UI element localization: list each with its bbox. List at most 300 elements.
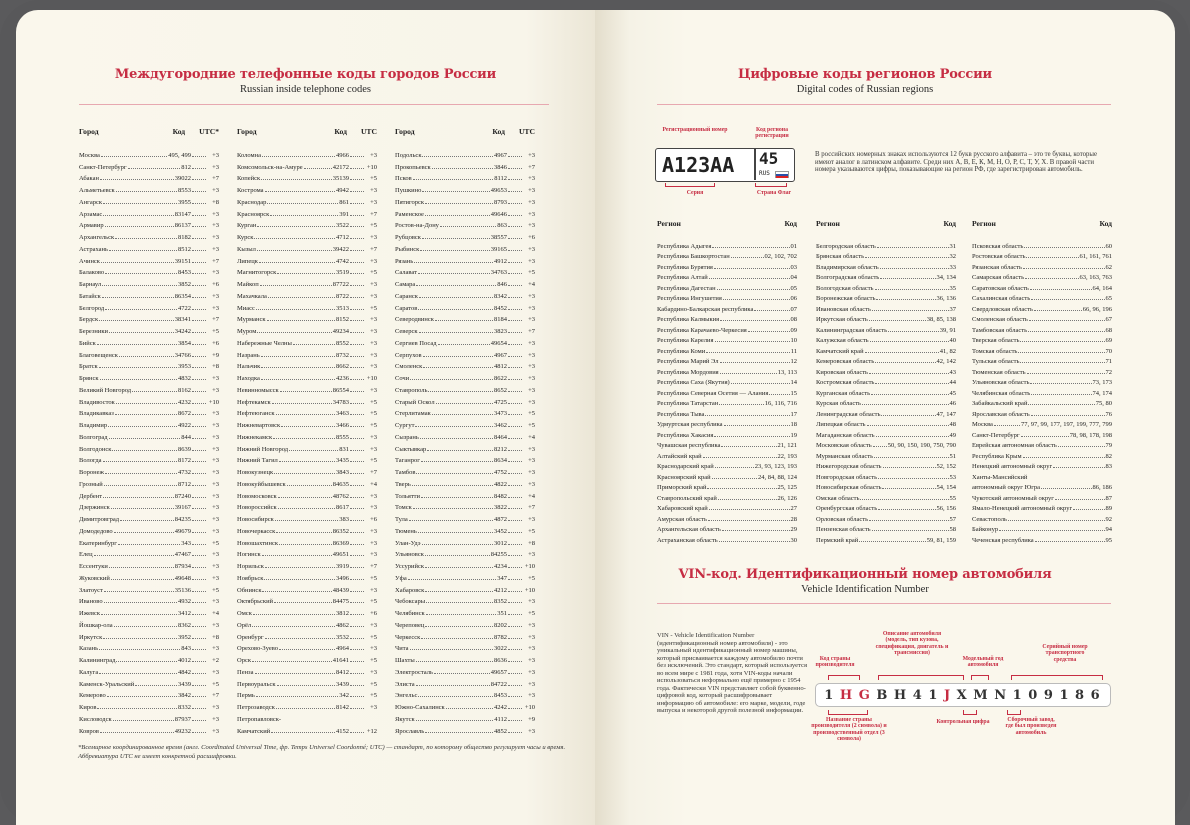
dot-leader <box>256 696 338 697</box>
dot-leader <box>281 426 335 427</box>
city-row <box>79 629 219 641</box>
plate-region: 45 <box>759 149 779 168</box>
dot-leader <box>508 391 522 392</box>
city-row <box>237 711 377 723</box>
dot-leader <box>410 649 493 650</box>
city-code: 87937 <box>174 715 191 723</box>
city-code: 39165 <box>490 245 507 253</box>
city-code: 38557 <box>490 234 507 241</box>
dot-leader <box>426 602 493 603</box>
dot-leader <box>408 579 497 580</box>
city-code: 4725 <box>494 398 507 406</box>
region-code: 27 <box>790 505 797 512</box>
city-name: Ноябрьск <box>237 574 264 582</box>
city-code: 4232 <box>178 398 191 406</box>
region-row <box>816 407 956 418</box>
dot-leader <box>508 320 522 321</box>
dot-leader <box>192 732 206 733</box>
city-name: Таганрог <box>395 457 420 465</box>
city-row <box>395 652 535 664</box>
dot-leader <box>508 215 522 216</box>
utc-offset: +3 <box>212 445 219 453</box>
region-name: Республика Бурятия <box>657 263 713 271</box>
dot-leader <box>112 450 177 451</box>
dot-leader <box>192 485 206 486</box>
city-name: Ставрополь <box>395 386 428 394</box>
dot-leader <box>712 478 757 479</box>
city-name: Подольск <box>395 151 422 159</box>
utc-offset: +5 <box>370 175 377 183</box>
region-name: Ханты-Мансийский <box>972 473 1028 481</box>
utc-offset: +7 <box>370 245 377 253</box>
city-code: 3439 <box>178 680 191 688</box>
city-name: Альметьевск <box>79 187 115 194</box>
city-code: 8453 <box>178 269 191 277</box>
city-code: 3919 <box>336 563 349 570</box>
city-code: 351 <box>497 610 507 617</box>
dot-leader <box>102 285 177 286</box>
dot-leader <box>192 273 206 274</box>
region-row <box>816 439 956 450</box>
city-code: 4242 <box>494 704 507 711</box>
city-code: 3466 <box>336 422 349 429</box>
region-name: Вологодская область <box>816 284 874 292</box>
region-name: Чеченская республика <box>972 536 1034 544</box>
city-code: 39022 <box>174 175 191 183</box>
utc-offset: +7 <box>370 210 377 218</box>
utc-offset: +3 <box>212 234 219 241</box>
region-row <box>816 470 956 481</box>
city-row <box>237 206 377 218</box>
city-row <box>79 241 219 253</box>
city-row <box>237 253 377 265</box>
region-code: 53 <box>949 473 956 481</box>
city-name: Красноярск <box>237 210 270 218</box>
utc-offset: +3 <box>212 210 219 218</box>
city-name: Нижневартовск <box>237 422 281 429</box>
city-name: Новомосковск <box>237 492 277 500</box>
city-row <box>395 441 535 453</box>
dot-leader <box>420 250 489 251</box>
city-name: Стерлитамак <box>395 410 431 418</box>
region-name: Кабардино-Балкарская республика <box>657 305 754 313</box>
region-name: Липецкая область <box>816 421 866 428</box>
city-name: Казань <box>79 645 99 653</box>
utc-offset: +3 <box>212 386 219 394</box>
region-code: 56, 156 <box>936 505 956 512</box>
city-code: 8793 <box>494 198 507 206</box>
dot-leader <box>1021 436 1069 437</box>
dot-leader <box>869 320 926 321</box>
dot-leader <box>434 673 490 674</box>
city-code: 49646 <box>490 210 507 218</box>
city-name: Ульяновск <box>395 551 424 559</box>
city-name: Сызрань <box>395 433 419 441</box>
city-code: 4732 <box>178 469 191 476</box>
city-name: Якутск <box>395 715 415 723</box>
city-name: Камчатский <box>237 727 271 735</box>
dot-leader <box>410 379 493 380</box>
city-name: Кострома <box>237 187 264 194</box>
dot-leader <box>508 696 522 697</box>
plate-number: А123АА <box>662 153 735 177</box>
utc-offset: +3 <box>212 269 219 277</box>
city-code: 86352 <box>332 527 349 535</box>
dot-leader <box>1023 457 1105 458</box>
dot-leader <box>872 530 949 531</box>
city-name: Орёл <box>237 621 252 629</box>
dot-leader <box>115 414 177 415</box>
region-row <box>972 365 1112 376</box>
city-code: 49651 <box>332 551 349 559</box>
city-row <box>237 300 377 312</box>
utc-offset: +3 <box>370 645 377 653</box>
vin-char: 4 <box>912 687 924 703</box>
header-city: Город <box>237 127 257 136</box>
utc-offset: +3 <box>212 375 219 382</box>
city-row <box>79 523 219 535</box>
dot-leader <box>350 344 364 345</box>
city-code: 4234 <box>494 563 507 570</box>
region-name: Курская область <box>816 400 862 407</box>
vin-label-desc: Описание автомобиля (модель, тип кузова, спецификация, двигатель и трансмиссия) <box>875 631 949 657</box>
dot-leader <box>350 403 364 404</box>
city-name: Уфа <box>395 574 407 582</box>
dot-leader <box>508 685 522 686</box>
dot-leader <box>105 226 174 227</box>
region-row <box>657 523 797 534</box>
region-row <box>972 386 1112 397</box>
header-codes <box>173 127 219 147</box>
city-code: 8172 <box>178 457 191 465</box>
dot-leader <box>256 309 335 310</box>
city-name: Сыктывкар <box>395 445 427 453</box>
utc-offset: +3 <box>528 316 535 324</box>
city-code: 4842 <box>178 668 191 676</box>
utc-offset: +7 <box>528 504 535 512</box>
city-row <box>395 535 535 547</box>
region-code: 76 <box>1105 410 1112 418</box>
region-code: 71 <box>1105 358 1112 365</box>
dot-leader <box>192 238 206 239</box>
utc-offset: +3 <box>528 386 535 394</box>
region-code: 43 <box>949 368 956 376</box>
utc-offset: +7 <box>370 469 377 476</box>
dot-leader <box>1024 247 1104 248</box>
vin-bracket-serial <box>1011 675 1103 680</box>
region-name: Республика Коми <box>657 347 706 355</box>
region-row <box>972 355 1112 366</box>
region-code: 28 <box>790 515 797 523</box>
region-row <box>816 491 956 502</box>
dot-leader <box>94 555 174 556</box>
region-row <box>972 376 1112 387</box>
utc-offset: +4 <box>370 480 377 488</box>
utc-offset: +5 <box>528 574 535 582</box>
city-name: Энгельс <box>395 692 418 700</box>
dot-leader <box>1028 404 1094 405</box>
dot-leader <box>508 508 522 509</box>
region-code: 45 <box>949 389 956 397</box>
region-code: 60 <box>1105 242 1112 250</box>
region-name: Воронежская область <box>816 295 876 302</box>
vin-char: N <box>994 687 1009 703</box>
city-row <box>237 218 377 230</box>
dot-leader <box>273 438 335 439</box>
region-name: Республика Ингушетия <box>657 295 722 302</box>
city-name: Пенза <box>237 668 254 676</box>
vin-code-box <box>815 683 1111 707</box>
city-row <box>395 699 535 711</box>
city-code: 3955 <box>178 198 191 206</box>
dot-leader <box>128 168 181 169</box>
vin-label-plant: Сборочный завод, где был произведен автомобиль <box>1005 717 1057 736</box>
dot-leader <box>192 191 206 192</box>
region-code: 40 <box>949 337 956 344</box>
utc-offset: +3 <box>212 457 219 465</box>
region-name: Тверская область <box>972 337 1020 344</box>
region-code: 52, 152 <box>936 463 956 470</box>
city-row <box>237 265 377 277</box>
region-name: Белгородская область <box>816 242 876 250</box>
region-row <box>816 397 956 408</box>
dot-leader <box>120 520 174 521</box>
region-name: Республика Башкортостан <box>657 253 730 260</box>
dot-leader <box>1025 278 1078 279</box>
dot-leader <box>192 320 206 321</box>
dot-leader <box>111 508 174 509</box>
region-code: 38, 85, 138 <box>926 316 956 323</box>
dot-leader <box>870 341 949 342</box>
city-code: 84475 <box>332 598 349 606</box>
utc-offset: +3 <box>370 187 377 194</box>
city-row <box>79 676 219 688</box>
city-code: 3812 <box>336 610 349 617</box>
region-name: Хабаровский край <box>657 505 708 512</box>
dot-leader <box>192 297 206 298</box>
dot-leader <box>192 626 206 627</box>
city-row <box>79 147 219 159</box>
dot-leader <box>350 696 364 697</box>
city-code: 4012 <box>178 657 191 664</box>
city-code: 863 <box>497 222 507 230</box>
header-utc: UTC <box>518 127 535 136</box>
city-name: Владикавказ <box>79 410 114 418</box>
dot-leader <box>425 626 493 627</box>
city-row <box>79 323 219 335</box>
dot-leader <box>105 309 177 310</box>
city-row <box>79 171 219 183</box>
utc-offset: +3 <box>212 245 219 253</box>
city-code: 8212 <box>494 445 507 453</box>
utc-offset: +5 <box>370 598 377 606</box>
city-code: 8453 <box>494 692 507 700</box>
dot-leader <box>508 191 522 192</box>
city-name: Дзержинск <box>79 504 110 512</box>
dot-leader <box>425 555 490 556</box>
city-row <box>395 241 535 253</box>
city-row <box>395 359 535 371</box>
header-code: Код <box>784 219 797 228</box>
city-row <box>79 159 219 171</box>
dot-leader <box>427 450 493 451</box>
plate-label-series: Серия <box>686 190 704 196</box>
utc-offset: +3 <box>212 563 219 570</box>
region-row <box>972 271 1112 282</box>
utc-offset: +3 <box>370 386 377 394</box>
city-code: 34763 <box>490 269 507 277</box>
dot-leader <box>508 438 522 439</box>
dot-leader <box>508 520 522 521</box>
city-row <box>237 652 377 664</box>
dot-leader <box>883 467 936 468</box>
city-row <box>237 347 377 359</box>
city-name: Благовещенск <box>79 351 118 359</box>
dot-leader <box>132 391 177 392</box>
region-row <box>657 491 797 502</box>
dot-leader <box>111 579 174 580</box>
city-row <box>79 500 219 512</box>
utc-offset: +3 <box>528 457 535 465</box>
city-row <box>237 688 377 700</box>
region-codes-subtitle: Digital codes of Russian regions <box>796 84 934 95</box>
dot-leader <box>425 215 490 216</box>
city-row <box>237 159 377 171</box>
city-code: 49648 <box>174 574 191 582</box>
header-code: Код <box>1099 219 1112 228</box>
dot-leader <box>192 497 206 498</box>
region-name: Тамбовская область <box>972 326 1028 334</box>
city-row <box>79 547 219 559</box>
utc-offset: +3 <box>212 621 219 629</box>
vin-char: H <box>839 687 855 703</box>
utc-offset: +6 <box>370 610 377 617</box>
region-row <box>657 281 797 292</box>
city-code: 8636 <box>494 657 507 664</box>
city-row <box>79 535 219 547</box>
city-code: 8639 <box>178 445 191 453</box>
city-name: Ковров <box>79 727 99 735</box>
dot-leader <box>508 403 522 404</box>
dot-leader <box>418 273 490 274</box>
city-name: Прокопьевск <box>395 163 431 171</box>
utc-offset: +3 <box>370 539 377 547</box>
column-header <box>79 127 219 147</box>
utc-offset: +10 <box>524 586 535 594</box>
city-name: Грозный <box>79 480 103 488</box>
region-row <box>657 313 797 324</box>
dot-leader <box>350 309 364 310</box>
dot-leader <box>508 602 522 603</box>
dot-leader <box>274 602 332 603</box>
dot-leader <box>192 591 206 592</box>
dot-leader <box>876 299 935 300</box>
city-code: 4967 <box>494 151 507 159</box>
utc-offset: +3 <box>370 316 377 324</box>
city-code: 8712 <box>178 480 191 488</box>
region-name: Республика Саха (Якутия) <box>657 379 730 386</box>
city-name: Коломна <box>237 151 262 159</box>
dot-leader <box>350 203 364 204</box>
utc-offset: +3 <box>212 574 219 582</box>
region-code: 32 <box>949 253 956 260</box>
utc-offset: +6 <box>370 516 377 523</box>
dot-leader <box>350 685 364 686</box>
region-row <box>657 323 797 334</box>
dot-leader <box>350 156 364 157</box>
header-region: Регион <box>972 219 996 228</box>
region-row <box>816 302 956 313</box>
dot-leader <box>99 367 177 368</box>
city-row <box>395 276 535 288</box>
city-code: 4722 <box>178 304 191 312</box>
city-name: Нижнекамск <box>237 433 273 441</box>
dot-leader <box>104 602 177 603</box>
dot-leader <box>418 696 493 697</box>
city-code: 812 <box>181 163 191 171</box>
city-code: 8662 <box>336 363 349 371</box>
dot-leader <box>192 438 206 439</box>
dot-leader <box>508 579 522 580</box>
city-row <box>395 464 535 476</box>
dot-leader <box>280 391 332 392</box>
city-name: Калуга <box>79 668 99 676</box>
dot-leader <box>277 273 335 274</box>
dot-leader <box>1031 394 1091 395</box>
city-name: Томск <box>395 504 412 512</box>
dot-leader <box>109 438 181 439</box>
utc-offset: +7 <box>528 163 535 171</box>
dot-leader <box>350 414 364 415</box>
utc-offset: +3 <box>212 410 219 418</box>
utc-offset: +5 <box>370 680 377 688</box>
region-name: Иркутская область <box>816 316 868 323</box>
header-city: Город <box>395 127 415 136</box>
region-name: Удмуртская республика <box>657 421 723 428</box>
city-name: Нефтеюганск <box>237 410 275 418</box>
city-code: 8482 <box>494 492 507 500</box>
city-code: 86554 <box>332 386 349 394</box>
city-row <box>395 253 535 265</box>
city-code: 84635 <box>332 480 349 488</box>
region-row <box>816 323 956 334</box>
vin-bracket-maker <box>828 710 868 715</box>
region-name: Кемеровская область <box>816 358 875 365</box>
city-code: 342 <box>339 692 349 700</box>
vin-char: 0 <box>1028 687 1040 703</box>
city-code: 3852 <box>178 281 191 288</box>
city-code: 3412 <box>178 610 191 617</box>
region-row <box>657 397 797 408</box>
utc-offset: +3 <box>370 257 377 265</box>
vin-char: 8 <box>1075 687 1087 703</box>
dot-leader <box>422 191 489 192</box>
city-row <box>395 288 535 300</box>
region-code: 51 <box>949 452 956 460</box>
city-row <box>395 171 535 183</box>
city-row <box>79 406 219 418</box>
dot-leader <box>260 285 332 286</box>
region-name: Новгородская область <box>816 473 878 481</box>
plate-label-reg: Регистрационный номер <box>662 127 728 133</box>
region-row <box>972 323 1112 334</box>
region-code: 63, 163, 763 <box>1079 274 1112 281</box>
utc-offset: +5 <box>370 422 377 429</box>
dot-leader <box>712 247 789 248</box>
region-name: автономный округ Югра <box>972 484 1041 491</box>
dot-leader <box>508 426 522 427</box>
region-name: Ивановская область <box>816 305 871 313</box>
